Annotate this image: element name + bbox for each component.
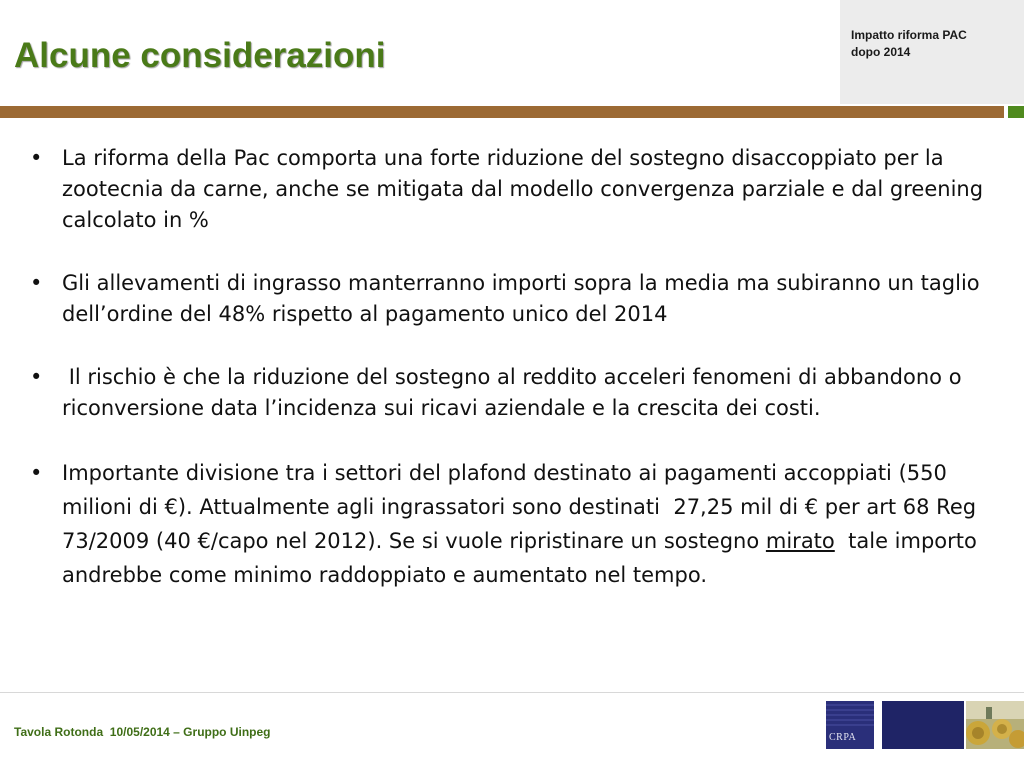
bullet-text: Il rischio è che la riduzione del sostegno al reddito acceleri fenomeni di abbandono o riconversione data l’incidenza sui ricavi aziendale e la crescita dei costi.: [62, 365, 969, 420]
crpa-logo-stripes: [826, 701, 874, 727]
crpa-logo: [826, 701, 874, 749]
bullet-text: La riforma della Pac comporta una forte riduzione del sostegno disaccoppiato per la zootecnia da carne, anche se mitigata dal modello convergenza parziale e dal greening calcolato in %: [62, 146, 984, 232]
hay-bales-photo: [966, 701, 1024, 749]
header-corner-label: [851, 27, 1011, 61]
hay-bales-image: [966, 701, 1024, 749]
bullet-item: [24, 268, 1004, 330]
bullet-dot-icon: •: [30, 146, 43, 170]
partner-logo-block: [882, 701, 964, 749]
bullet-text-underlined: mirato: [765, 529, 835, 553]
corner-line-1: Impatto riforma PAC: [851, 28, 967, 42]
bullet-text: Gli allevamenti di ingrasso manterranno importi sopra la media ma subiranno un taglio dell’ordine del 48% rispetto al pagamento unico del 2014: [62, 271, 980, 326]
bullet-text-part2: tale importo andrebbe come minimo raddoppiato e aumentato nel tempo.: [62, 529, 984, 587]
corner-line-2: dopo 2014: [851, 45, 911, 59]
bullet-dot-icon: •: [30, 365, 43, 389]
crpa-logo-text: CRPA: [829, 732, 857, 743]
header-divider-brown: [0, 106, 1004, 118]
bullet-dot-icon: •: [30, 461, 43, 485]
slide-title: Alcune considerazioni: [14, 36, 386, 75]
header-divider-green: [1008, 106, 1024, 118]
footer-divider: [0, 692, 1024, 693]
bullet-list: [24, 143, 1004, 624]
footer-caption: Tavola Rotonda 10/05/2014 – Gruppo Uinpeg: [14, 725, 271, 739]
bullet-text-part1: Importante divisione tra i settori del plafond destinato ai pagamenti accoppiati (550 milioni di €). Attualmente agli ingrassatori sono destinati 27,25 mil di € per art 68 Reg 73/2009 (40 €/capo nel 2012). Se si vuole ripristinare un sostegno: [62, 461, 983, 553]
bullet-dot-icon: •: [30, 271, 43, 295]
bullet-item: [24, 362, 1004, 424]
bullet-item: [24, 143, 1004, 236]
bullet-item: [24, 456, 1004, 592]
